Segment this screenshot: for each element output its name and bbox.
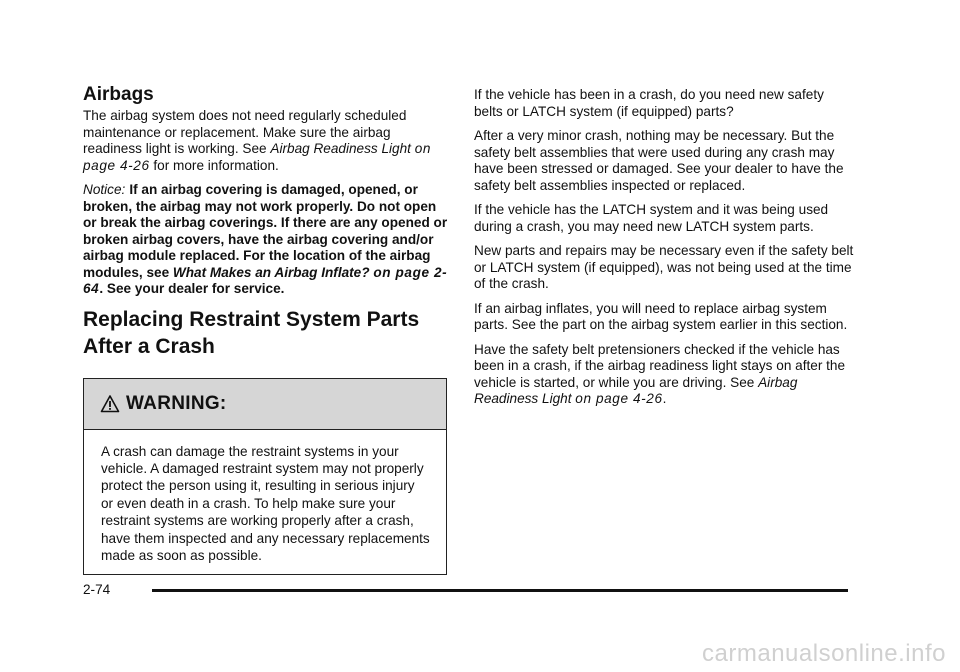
page-number: 2-74 xyxy=(83,582,111,597)
right-paragraph-4: New parts and repairs may be necessary even if the safety belt or LATCH system (if equipped), was not being used at the time of the crash. xyxy=(474,243,854,291)
cross-reference-title: Airbag Readiness Light xyxy=(270,141,411,156)
right-paragraph-5: If an airbag inflates, you will need to replace airbag system parts. See the part on the airbag system earlier in this section. xyxy=(474,300,848,332)
right-paragraph-2: After a very minor crash, nothing may be necessary. But the safety belt assemblies that were used during any crash may have been stressed or damaged. See your dealer to have the safety belt assemblies inspected or replaced. xyxy=(474,128,844,193)
cross-reference-page: on page 4-26 xyxy=(83,141,432,173)
right-paragraph-1: If the vehicle has been in a crash, do you need new safety belts or LATCH system (if equipped) parts? xyxy=(474,87,824,119)
replacing-parts-heading: Replacing Restraint System Parts After a Crash xyxy=(83,307,420,358)
footer-rule xyxy=(152,589,848,592)
warning-triangle-icon xyxy=(100,394,120,414)
airbags-paragraph: The airbag system does not need regularly scheduled maintenance or replacement. Make sure the airbag readiness light is working. See Airbag Readiness Light on page 4-26 for more information. xyxy=(83,108,432,173)
right-column xyxy=(474,87,854,416)
watermark-text: carmanualsonline.info xyxy=(702,640,946,667)
warning-body xyxy=(84,430,446,575)
right-paragraph-3: If the vehicle has the LATCH system and it was being used during a crash, you may need new LATCH system parts. xyxy=(474,202,829,234)
cross-reference-title: What Makes an Airbag Inflate? xyxy=(172,264,370,280)
warning-box xyxy=(83,378,447,576)
warning-header xyxy=(84,379,446,430)
warning-title: WARNING: xyxy=(126,392,227,414)
cross-reference-page: on page 2-64 xyxy=(83,264,448,296)
cross-reference-page: on page 4-26 xyxy=(575,391,663,406)
right-paragraph-6: Have the safety belt pretensioners checked if the vehicle has been in a crash, if the airbag readiness light stays on after the vehicle is started, or while you are driving. See Airbag Readiness Light on page 4-26. xyxy=(474,341,846,406)
cross-reference-title: Airbag Readiness Light xyxy=(474,374,798,406)
left-column xyxy=(83,84,448,575)
notice-paragraph: Notice: If an airbag covering is damaged, opened, or broken, the airbag may not work properly. Do not open or break the airbag coverings. If there are any opened or broken airbag covers, have the airbag covering and/or airbag module replaced. For the location of the airbag modules, see What Makes an Airbag Inflate? on page 2-64. See your dealer for service. xyxy=(83,182,448,296)
airbags-heading: Airbags xyxy=(83,84,154,105)
notice-label: Notice: xyxy=(83,182,126,197)
warning-text: A crash can damage the restraint systems in your vehicle. A damaged restraint system may not properly protect the person using it, resulting in serious injury or even death in a crash. To help make sure your restraint systems are working properly after a crash, have them inspected and any necessary replacements made as soon as possible. xyxy=(101,443,430,563)
